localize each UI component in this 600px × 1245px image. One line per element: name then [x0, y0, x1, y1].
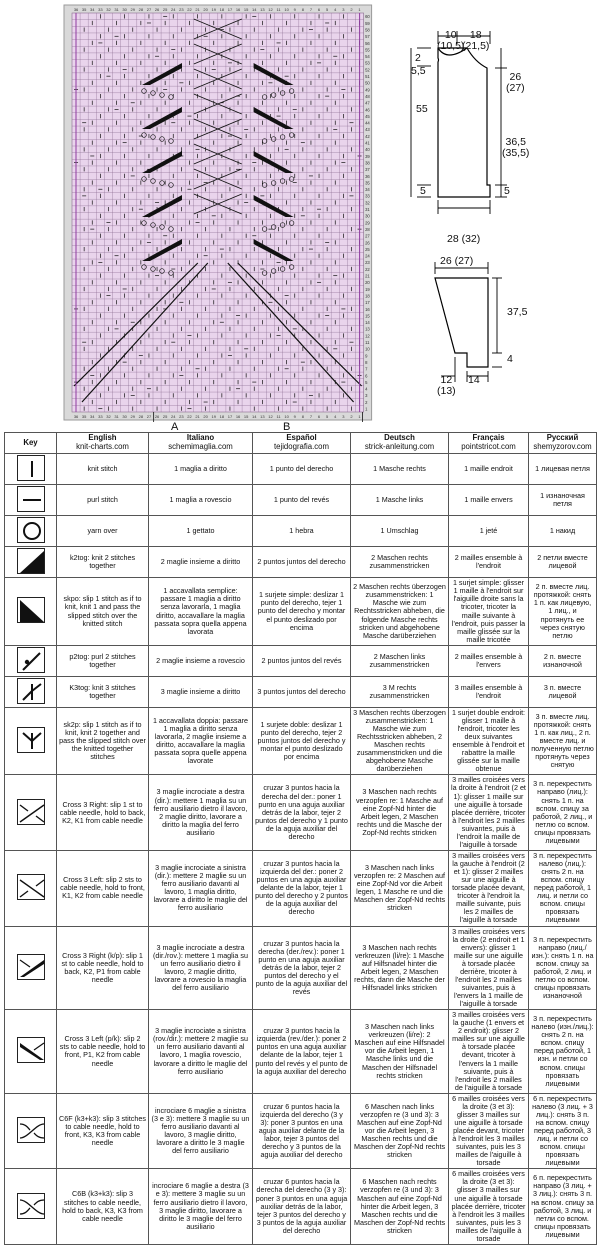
key-cell-es: cruzar 6 puntos hacia la derecha del derecho (3 y 3): poner 3 puntos en una aguja auxiliar detrás de la labor, tejer 3 puntos del derecho y 3 puntos de la aguja auxiliar del derecho [253, 1169, 351, 1245]
k3tog-icon [17, 678, 45, 704]
sleeve-cuff-label: 4 [507, 353, 513, 365]
garment-schematic [395, 0, 600, 400]
key-cell-en: Cross 3 Right (k/p): slip 1 st to cable needle, hold to back, K2, P1 from cable needle [57, 926, 149, 1010]
key-cell-en: purl stitch [57, 485, 149, 516]
armhole-label: 26 (27) [506, 71, 525, 95]
column-number: 11 [276, 7, 281, 12]
column-number: 26 [154, 7, 160, 12]
sk2p-icon [17, 727, 45, 753]
row-number: 55 [365, 47, 370, 53]
key-symbol-cell [5, 1093, 57, 1169]
key-cell-es: 2 puntos juntos del derecho [253, 547, 351, 578]
key-row [5, 1169, 597, 1245]
key-cell-ru: 3 п. перекрестить направо (лиц.): снять 1 п. на вспом. спицу за работой, 2 лиц., и петлю со вспом. спицы провязать лицевыми [529, 775, 597, 851]
knitting-chart [64, 5, 386, 421]
key-cell-de: 2 Maschen rechts zusammenstricken [351, 547, 449, 578]
key-cell-en: Cross 3 Right: slip 1 st to cable needle, hold to back, K2, K1 from cable needle [57, 775, 149, 851]
row-number: 15 [365, 313, 370, 319]
row-number: 51 [365, 74, 370, 79]
key-cell-es: cruzar 6 puntos hacia la izquierda del derecho (3 y 3): poner 3 puntos en una aguja auxiliar delante de la labor, tejer 3 puntos del derecho y 3 puntos de la aguja auxiliar del derecho [253, 1093, 351, 1169]
row-number: 39 [365, 153, 370, 159]
sleeve-outline [435, 278, 488, 367]
key-row [5, 485, 597, 516]
key-cell-ru: 6 п. перекрестить направо (3 лиц. + 3 лиц.): снять 3 п. на вспом. спицу за работой, 3 лиц. и петли со вспом. спицы провязать лицевыми [529, 1169, 597, 1245]
key-cell-it: incrociare 6 maglie a sinistra (3 e 3): mettere 3 maglie su un ferro ausiliario davanti al lavoro, 3 maglie diritto, lavorare a diritto le 3 maglie del ferro ausiliario [149, 1093, 253, 1169]
key-cell-es: 2 puntos juntos del revés [253, 645, 351, 676]
total-length-label: 55 [416, 103, 428, 115]
column-number: 25 [162, 7, 168, 12]
column-number: 31 [114, 7, 119, 12]
key-cell-de: 3 Maschen nach links verzopfen re: 2 Maschen auf eine Zopf-Nd vor die Arbeit legen, 1 Masche re und die Maschen der Zopf-Nd rechts stricken [351, 850, 449, 926]
column-number: 20 [203, 7, 208, 12]
key-cell-ru: 1 изнаночная петля [529, 485, 597, 516]
key-cell-fr: 6 mailles croisées vers la droite (3 et 3): glisser 3 mailles sur une aiguille à torsade placée derrière, tricoter à l'endroit les 3 mailles suivantes, puis les 3 mailles de l'aiguille à torsade [449, 1169, 529, 1245]
key-row [5, 1010, 597, 1094]
rib-right-label: 5 [504, 185, 510, 197]
header-francais: Français pointstricot.com [449, 433, 529, 454]
key-symbol-cell [5, 547, 57, 578]
key-cell-ru: 3 п. вместе лицевой [529, 676, 597, 707]
column-number: 32 [106, 7, 111, 12]
key-cell-en: yarn over [57, 516, 149, 547]
key-cell-es: cruzar 3 puntos hacia la izquierda (rev./der.): poner 2 puntos en una aguja auxiliar delante de la labor, tejer 1 punto del revés y el punto de la aguja auxiliar del derecho [253, 1010, 351, 1094]
row-number: 6 [365, 373, 368, 379]
k2tog-icon [17, 548, 45, 574]
key-cell-it: 3 maglie incrociate a destra (dir.): mettere 1 maglia su un ferro ausiliario dietro il lavoro, 2 maglie diritto, lavorare a diritto la maglia del ferro ausiliario [149, 775, 253, 851]
column-number: 23 [179, 414, 184, 419]
row-number: 18 [365, 293, 370, 299]
cross-3-left-icon [17, 874, 45, 900]
row-number: 28 [365, 226, 370, 232]
key-cell-fr: 2 mailles ensemble à l'envers [449, 645, 529, 676]
row-number: 13 [365, 326, 370, 332]
column-number: 19 [211, 7, 216, 12]
key-cell-de: 1 Masche links [351, 485, 449, 516]
column-number: 7 [309, 7, 313, 12]
key-cell-it: incrociare 6 maglie a destra (3 e 3): mettere 3 maglie su un ferro ausiliario dietro il lavoro, 3 maglie diritto, lavorare a diritto le 3 maglie del ferro ausiliario [149, 1169, 253, 1245]
row-number: 25 [365, 246, 370, 252]
width-label: 28 (32) [447, 233, 481, 245]
key-symbol-cell [5, 645, 57, 676]
key-cell-en: Cross 3 Left: slip 2 sts to cable needle, hold to front, K1, K2 from cable needle [57, 850, 149, 926]
column-number: 22 [187, 414, 192, 419]
key-cell-es: 1 hebra [253, 516, 351, 547]
header-deutsch: Deutsch strick-anleitung.com [351, 433, 449, 454]
column-number: 21 [195, 414, 200, 419]
row-number: 30 [365, 213, 370, 219]
key-cell-en: skpo: slip 1 stitch as if to knit, knit 1 and pass the slipped stitch over the knitted stitch [57, 578, 149, 646]
key-cell-es: 3 puntos juntos del derecho [253, 676, 351, 707]
key-cell-en: k2tog: knit 2 stitches together [57, 547, 149, 578]
neck-depth-2-label: 5,5 [411, 65, 426, 77]
key-cell-ru: 3 п. перекрестить направо (лиц./изн.): снять 1 п. на вспом. спицу за работой, 2 лиц. и петлю со вспом. спицы провязать изнаночной [529, 926, 597, 1010]
key-cell-ru: 2 п. вместе изнаночной [529, 645, 597, 676]
key-symbol-cell [5, 707, 57, 775]
key-cell-it: 2 maglie insieme a diritto [149, 547, 253, 578]
column-number: 33 [98, 414, 103, 419]
stitch-key-table [4, 432, 597, 1245]
row-number: 60 [365, 14, 370, 20]
column-number: 2 [350, 7, 353, 12]
key-symbol-cell [5, 1010, 57, 1094]
key-row [5, 547, 597, 578]
key-cell-de: 3 M rechts zusammenstricken [351, 676, 449, 707]
marker-a: A [171, 421, 179, 433]
key-cell-de: 1 Umschlag [351, 516, 449, 547]
key-symbol-cell [5, 850, 57, 926]
row-number: 36 [365, 173, 370, 179]
column-number: 3 [342, 7, 345, 12]
key-cell-ru: 2 петли вместе лицевой [529, 547, 597, 578]
key-symbol-cell [5, 1169, 57, 1245]
key-cell-en: sk2p: slip 1 stitch as if to knit, knit 2 together and pass the slipped stitch over the knitted together stitches [57, 707, 149, 775]
marker-b: B [283, 421, 291, 433]
rib-left-label: 5 [420, 185, 426, 197]
key-symbol-cell [5, 578, 57, 646]
yarn-over-icon [17, 517, 45, 543]
column-number: 29 [130, 7, 135, 12]
key-cell-it: 1 accavallata semplice: passare 1 maglia a diritto senza lavorarla, 1 maglia diritto, accavallare la maglia passata sopra quella appena lavorata [149, 578, 253, 646]
c6b-icon [17, 1193, 45, 1219]
row-number: 17 [365, 300, 370, 306]
row-number: 32 [365, 200, 370, 206]
c6f-icon [17, 1117, 45, 1143]
row-number: 22 [365, 266, 370, 272]
row-number: 43 [365, 127, 370, 133]
row-number: 8 [365, 359, 368, 365]
key-symbol-cell [5, 926, 57, 1010]
row-number: 23 [365, 260, 370, 266]
row-number: 45 [365, 113, 370, 119]
row-number: 20 [365, 280, 370, 286]
row-number: 31 [365, 207, 370, 212]
column-number: 15 [243, 7, 249, 12]
key-row [5, 516, 597, 547]
column-number: 36 [73, 414, 79, 419]
column-number: 26 [154, 414, 160, 419]
key-cell-de: 3 Maschen nach rechts verzopfen re: 1 Masche auf eine Zopf-Nd hinter die Arbeit legen, 2 Maschen rechts und die Masche der Zopf-Nd rechts stricken [351, 775, 449, 851]
key-cell-de: 2 Maschen rechts überzogen zusammenstricken: 1 Masche wie zum Rechtsstricken abheben, die folgende Masche rechts stricken und abgehobene Masche darüberziehen [351, 578, 449, 646]
column-number: 4 [334, 414, 337, 419]
column-number: 9 [293, 7, 296, 12]
key-cell-it: 3 maglie incrociate a destra (dir./rov.): mettere 1 maglia su un ferro ausiliario dietro il lavoro, 2 maglie diritto, lavorare a rovescio la maglia del ferro ausiliario [149, 926, 253, 1010]
key-symbol-cell [5, 775, 57, 851]
key-cell-ru: 3 п. перекрестить налево (лиц.): снять 2 п. на вспом. спицу перед работой, 1 лиц. и петли со вспом. спицы провязать лицевыми [529, 850, 597, 926]
key-cell-de: 1 Masche rechts [351, 454, 449, 485]
column-number: 15 [243, 414, 249, 419]
key-row [5, 1093, 597, 1169]
column-number: 10 [284, 414, 289, 419]
key-cell-es: 1 surjete doble: deslizar 1 punto del derecho, tejer 2 puntos juntos del derecho y montar el punto deslizado por encima [253, 707, 351, 775]
column-number: 31 [114, 414, 119, 419]
key-cell-fr: 3 mailles croisées vers la droite (2 endroit et 1 envers): glisser 1 maille sur une aiguille à torsade placée derrière, tricoter à l'endroit les 2 mailles suivantes, puis à l'envers la 1 maille de l'aiguille à torsade [449, 926, 529, 1010]
row-number: 11 [365, 340, 370, 345]
column-number: 28 [138, 414, 144, 419]
key-cell-en: knit stitch [57, 454, 149, 485]
key-header-row [5, 433, 597, 454]
knit-icon [17, 455, 45, 481]
neck-width-label: 10 (10,5) [437, 29, 465, 53]
key-cell-it: 2 maglie insieme a rovescio [149, 645, 253, 676]
body-outline [438, 48, 490, 197]
key-cell-en: C6F (k3+k3): slip 3 stitches to cable needle, hold to front, K3, K3 from cable needle [57, 1093, 149, 1169]
row-number: 2 [365, 399, 368, 405]
column-number: 9 [293, 414, 296, 419]
key-cell-it: 3 maglie insieme a diritto [149, 676, 253, 707]
column-number: 6 [317, 414, 321, 419]
column-number: 7 [309, 414, 313, 419]
row-number: 7 [365, 366, 368, 372]
cross-3-right-icon [17, 799, 45, 825]
column-number: 34 [90, 7, 95, 12]
key-row [5, 645, 597, 676]
row-number: 49 [365, 87, 370, 93]
column-number: 13 [260, 414, 265, 419]
column-number: 1 [358, 414, 361, 419]
sleeve-top-width-label: 26 (27) [440, 255, 474, 267]
key-cell-ru: 6 п. перекрестить налево (3 лиц. + 3 лиц.): снять 3 п. на вспом. спицу перед работой, 3 лиц. и петли со вспом. спицы провязать лицевыми [529, 1093, 597, 1169]
p2tog-icon [17, 647, 45, 673]
key-cell-es: 1 punto del derecho [253, 454, 351, 485]
key-cell-fr: 1 maille envers [449, 485, 529, 516]
column-number: 30 [122, 414, 127, 419]
row-number: 57 [365, 34, 370, 40]
column-number: 17 [227, 414, 233, 419]
row-number: 26 [365, 240, 370, 246]
column-number: 28 [138, 7, 144, 12]
column-number: 5 [326, 414, 329, 419]
row-number: 46 [365, 107, 370, 113]
column-number: 24 [171, 414, 176, 419]
column-number: 23 [179, 7, 184, 12]
key-cell-en: C6B (k3+k3): slip 3 stitches to cable needle, hold to back, K3, K3 from cable needle [57, 1169, 149, 1245]
column-number: 1 [358, 7, 361, 12]
row-number: 4 [365, 386, 368, 392]
column-number: 20 [203, 414, 208, 419]
cross-3-right-kp-icon [17, 954, 45, 980]
row-number: 59 [365, 20, 370, 26]
column-number: 13 [260, 7, 265, 12]
header-russian: Русский shemyzorov.com [529, 433, 597, 454]
column-number: 2 [350, 414, 353, 419]
column-number: 35 [81, 7, 87, 12]
key-cell-en: p2tog: purl 2 stitches together [57, 645, 149, 676]
row-number: 34 [365, 187, 370, 193]
row-number: 16 [365, 306, 370, 312]
key-cell-it: 3 maglie incrociate a sinistra (dir.): mettere 2 maglie su un ferro ausiliario davanti al lavoro, 1 maglia diritto, lavorare a diritto le maglie del ferro ausiliario [149, 850, 253, 926]
row-number: 42 [365, 133, 370, 139]
row-number: 38 [365, 160, 370, 166]
row-number: 40 [365, 147, 370, 153]
column-number: 3 [342, 414, 345, 419]
row-number: 58 [365, 27, 370, 33]
key-cell-ru: 1 накид [529, 516, 597, 547]
key-cell-it: 1 accavallata doppia: passare 1 maglia a diritto senza lavorarla, 2 maglie insieme a diritto, accavallare la maglia passata sopra quelle appena lavorate [149, 707, 253, 775]
key-cell-ru: 3 п. вместе лиц. протяжкой: снять 1 п. как лиц., 2 п. вместе лиц. и полученную петлю протянуть через снятую [529, 707, 597, 775]
column-number: 35 [81, 414, 87, 419]
column-number: 4 [334, 7, 337, 12]
row-number: 29 [365, 220, 370, 226]
cuff-width-label: 12 (13) [437, 374, 456, 398]
key-cell-en: Cross 3 Left (p/k): slip 2 sts to cable needle, hold to front, P1, K2 from cable needle [57, 1010, 149, 1094]
key-cell-de: 6 Maschen nach rechts verzopfen re (3 und 3): 3 Maschen auf eine Zopf-Nd hinter die Arbeit legen, 3 Maschen rechts und die Maschen der Zopf-Nd rechts stricken [351, 1169, 449, 1245]
key-cell-de: 6 Maschen nach links verzopfen re (3 und 3): 3 Maschen auf eine Zopf-Nd vor die Arbeit legen, 3 Maschen rechts und die Maschen der Zopf-Nd rechts stricken [351, 1093, 449, 1169]
row-number: 3 [365, 393, 368, 399]
row-number: 24 [365, 253, 370, 259]
key-row [5, 926, 597, 1010]
chart-grid [64, 5, 386, 421]
row-number: 27 [365, 233, 370, 239]
row-number: 41 [365, 140, 370, 146]
key-cell-fr: 1 jeté [449, 516, 529, 547]
key-cell-fr: 3 mailles croisées vers la gauche à l'endroit (2 et 1): glisser 2 mailles sur une aiguille à torsade placée devant, tricoter à l'endroit la maille suivante, puis les 2 mailles de l'aiguille à torsade [449, 850, 529, 926]
column-number: 34 [90, 414, 95, 419]
column-number: 17 [227, 7, 233, 12]
column-number: 25 [162, 414, 168, 419]
key-cell-fr: 3 mailles croisées vers la droite à l'endroit (2 et 1): glisser 1 maille sur une aiguille à torsade placée derrière, tricoter à l'endroit les 2 mailles suivantes, puis à l'endroit la maille de l'aiguille à torsade [449, 775, 529, 851]
row-number: 10 [365, 346, 370, 352]
column-number: 11 [276, 414, 281, 419]
row-number: 21 [365, 273, 370, 279]
header-english: English knit-charts.com [57, 433, 149, 454]
row-number: 50 [365, 80, 370, 86]
shoulder-width-label: 18 (21,5) [462, 29, 490, 53]
row-number: 33 [365, 193, 370, 199]
row-number: 35 [365, 180, 370, 186]
key-cell-de: 2 Maschen links zusammenstricken [351, 645, 449, 676]
key-symbol-cell [5, 454, 57, 485]
row-number: 14 [365, 320, 370, 326]
key-cell-fr: 1 surjet double endroit: glisser 1 maille à l'endroit, tricoter les deux suivantes ensemble à l'endroit et rabattre la maille glissée sur la maille obtenue [449, 707, 529, 775]
key-symbol-cell [5, 485, 57, 516]
row-number: 19 [365, 286, 370, 292]
key-cell-de: 3 Maschen nach links verkreuzen (li/re): 2 Maschen auf eine Hilfsnadel vor die Arbeit legen, 1 Masche links und die Maschen der Hilfsnadel rechts stricken [351, 1010, 449, 1094]
key-cell-es: 1 punto del revés [253, 485, 351, 516]
row-number: 1 [365, 406, 368, 412]
key-cell-fr: 3 mailles croisées vers la gauche (1 envers et 2 endroit): glisser 2 mailles sur une aiguille à torsade placée devant, tricoter à l'envers la 1 maille suivante, puis à l'endroit les 2 mailles de l'aiguille à torsade [449, 1010, 529, 1094]
key-cell-es: 1 surjete simple: deslizar 1 punto del derecho, tejer 1 punto del derecho y montar el punto deslizado por encima [253, 578, 351, 646]
key-row [5, 454, 597, 485]
column-number: 16 [235, 414, 241, 419]
column-number: 27 [146, 7, 152, 12]
row-number: 5 [365, 379, 368, 385]
key-cell-de: 3 Maschen rechts überzogen zusammenstricken: 1 Masche wie zum Rechtsstricken abheben, 2 Maschen rechts zusammenstricken und die abgehobene Masche darüberziehen [351, 707, 449, 775]
key-row [5, 850, 597, 926]
column-number: 12 [268, 414, 273, 419]
key-cell-es: cruzar 3 puntos hacia la izquierda del der.: poner 2 puntos en una aguja auxiliar delante de la labor, tejer 1 punto del derecho y 2 puntos de la aguja auxiliar del derecho [253, 850, 351, 926]
key-row [5, 676, 597, 707]
column-number: 8 [301, 7, 304, 12]
purl-icon [17, 486, 45, 512]
column-number: 14 [252, 7, 257, 12]
column-number: 12 [268, 7, 273, 12]
column-number: 8 [301, 414, 304, 419]
column-number: 33 [98, 7, 103, 12]
key-symbol-cell [5, 676, 57, 707]
sleeve-length-label: 37,5 [507, 306, 528, 318]
key-cell-es: cruzar 3 puntos hacia la derecha del der.: poner 1 punto en una aguja auxiliar detrás de la labor, tejer 2 puntos del derecho y 1 punto de la aguja auxiliar del derecho [253, 775, 351, 851]
column-number: 24 [171, 7, 176, 12]
row-number: 12 [365, 333, 370, 339]
key-row [5, 775, 597, 851]
column-number: 18 [219, 7, 225, 12]
column-number: 18 [219, 414, 225, 419]
key-symbol-cell [5, 516, 57, 547]
column-number: 29 [130, 414, 135, 419]
header-key: Key [5, 433, 57, 454]
row-number: 9 [365, 353, 368, 359]
key-row [5, 578, 597, 646]
skpo-icon [17, 597, 45, 623]
neck-depth-1-label: 2 [415, 52, 421, 64]
column-number: 27 [146, 414, 152, 419]
key-cell-it: 1 maglia a diritto [149, 454, 253, 485]
row-number: 48 [365, 93, 370, 99]
key-cell-fr: 6 mailles croisées vers la droite (3 et 3): glisser 3 mailles sur une aiguille à torsade placée devant, tricoter à l'endroit les 3 mailles suivantes, puis les 3 mailles de l'aiguille à torsade [449, 1093, 529, 1169]
column-number: 14 [252, 414, 257, 419]
column-number: 30 [122, 7, 127, 12]
column-number: 36 [73, 7, 79, 12]
column-number: 19 [211, 414, 216, 419]
column-number: 22 [187, 7, 192, 12]
key-cell-it: 1 gettato [149, 516, 253, 547]
row-number: 54 [365, 54, 370, 60]
key-cell-de: 3 Maschen nach rechts verkreuzen (li/re): 1 Masche auf Hilfsnadel hinter die Arbeit legen, 2 Maschen rechts, dann die Masche der Hilfsnadel links stricken [351, 926, 449, 1010]
header-espanol: Español tejidografia.com [253, 433, 351, 454]
key-cell-fr: 2 mailles ensemble à l'endroit [449, 547, 529, 578]
cuff-width-right-label: 14 [468, 374, 480, 386]
column-number: 10 [284, 7, 289, 12]
key-cell-en: K3tog: knit 3 stitches together [57, 676, 149, 707]
column-number: 21 [195, 7, 200, 12]
column-number: 16 [235, 7, 241, 12]
key-cell-fr: 1 surjet simple: glisser 1 maille à l'endroit sur l'aiguille droite sans la tricoter, tricoter la maille suivante à l'endroit, puis passer la maille glissée sur la maille tricotée [449, 578, 529, 646]
key-cell-it: 1 maglia a rovescio [149, 485, 253, 516]
key-cell-fr: 3 mailles ensemble à l'endroit [449, 676, 529, 707]
row-number: 53 [365, 60, 370, 66]
row-number: 44 [365, 120, 370, 126]
column-number: 32 [106, 414, 111, 419]
column-number: 5 [326, 7, 329, 12]
header-italiano: Italiano schemimaglia.com [149, 433, 253, 454]
key-cell-ru: 2 п. вместе лиц. протяжкой: снять 1 п. как лицевую, 1 лиц., и протянуть ее через снятую петлю [529, 578, 597, 646]
key-cell-fr: 1 maille endroit [449, 454, 529, 485]
column-number: 6 [317, 7, 321, 12]
side-length-label: 36,5 (35,5) [502, 136, 530, 160]
cross-3-left-pk-icon [17, 1037, 45, 1063]
row-number: 47 [365, 100, 370, 106]
key-cell-it: 3 maglie incrociate a sinistra (rov./dir.): mettere 2 maglie su un ferro ausiliario davanti al lavoro, 1 maglia rovescio, lavorare a diritto le maglie del ferro ausiliario [149, 1010, 253, 1094]
key-cell-es: cruzar 3 puntos hacia la derecha (der./rev.): poner 1 punto en una aguja auxiliar detrás de la labor, tejer 2 puntos del derecho y el punto de la aguja auxiliar del revés [253, 926, 351, 1010]
row-number: 52 [365, 67, 370, 73]
row-number: 56 [365, 40, 370, 46]
row-number: 37 [365, 167, 370, 173]
key-cell-ru: 1 лицевая петля [529, 454, 597, 485]
key-row [5, 707, 597, 775]
key-cell-ru: 3 п. перекрестить налево (изн./лиц.): снять 2 п. на вспом. спицу перед работой, 1 изн. и петли со вспом. спицы провязать лицевыми [529, 1010, 597, 1094]
